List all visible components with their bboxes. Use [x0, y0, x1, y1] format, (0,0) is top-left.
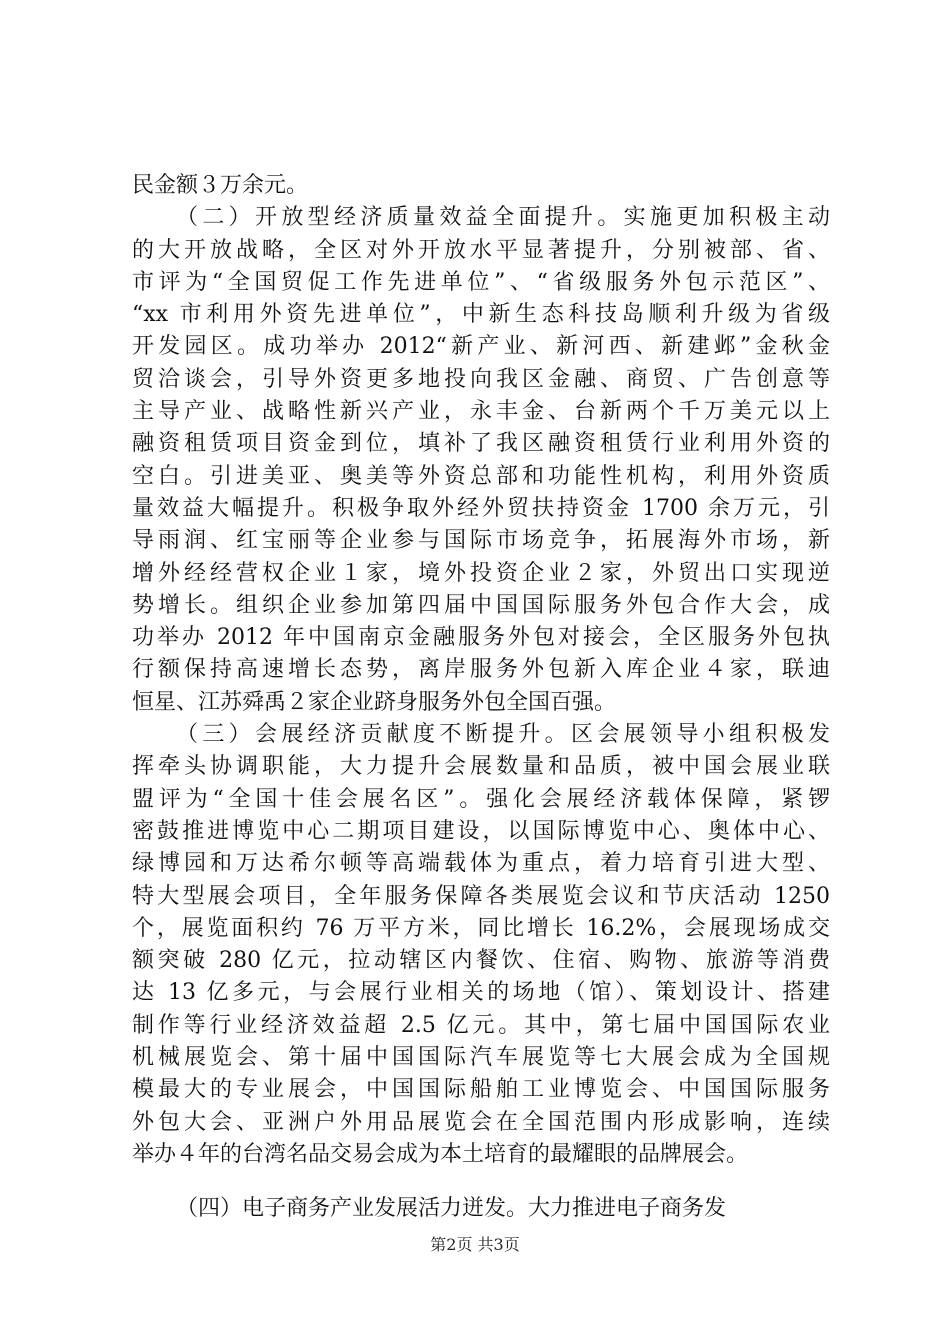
paragraph-gap: [132, 1171, 830, 1193]
text-line: 制作等行业经济效益超 2.5 亿元。其中，第七届中国国际农业: [132, 1012, 830, 1038]
text-line: 绿博园和万达希尔顿等高端载体为重点，着力培育引进大型、: [132, 851, 830, 877]
text-line: 挥牵头协调职能，大力提升会展数量和品质，被中国会展业联: [132, 754, 830, 780]
text-line: 增外经经营权企业１家，境外投资企业２家，外贸出口实现逆: [132, 560, 830, 586]
text-line: 贸洽谈会，引导外资更多地投向我区金融、商贸、广告创意等: [132, 366, 830, 392]
text-line: 模最大的专业展会，中国国际船舶工业博览会、中国国际服务: [132, 1077, 830, 1103]
text-line: 量效益大幅提升。积极争取外经外贸扶持资金 1700 余万元，引: [132, 495, 830, 521]
document-body: [132, 170, 830, 1226]
page-footer: [0, 1235, 950, 1255]
text-line: 功举办 2012 年中国南京金融服务外包对接会，全区服务外包执: [132, 625, 830, 651]
paragraph: [132, 1193, 830, 1225]
text-line: 导雨润、红宝丽等企业参与国际市场竞争，拓展海外市场，新: [132, 528, 830, 554]
text-line: 的大开放战略，全区对外开放水平显著提升，分别被部、省、: [132, 237, 830, 263]
text-line: （二）开放型经济质量效益全面提升。实施更加积极主动: [176, 205, 830, 231]
text-line: 开发园区。成功举办 2012“新产业、新河西、新建邺”金秋金: [132, 334, 830, 360]
text-line: 市评为“全国贸促工作先进单位”、“省级服务外包示范区”、: [132, 269, 830, 295]
text-line: 举办４年的台湾名品交易会成为本土培育的最耀眼的品牌展会。: [132, 1141, 749, 1167]
paragraph: [132, 202, 830, 719]
text-line: 额突破 280 亿元，拉动辖区内餐饮、住宿、购物、旅游等消费: [132, 948, 830, 974]
text-line: 盟评为“全国十佳会展名区”。强化会展经济载体保障，紧锣: [132, 786, 830, 812]
text-line: 外包大会、亚洲户外用品展览会在全国范围内形成影响，连续: [132, 1109, 830, 1135]
text-line: （三）会展经济贡献度不断提升。区会展领导小组积极发: [176, 722, 830, 748]
paragraph: [132, 719, 830, 1171]
text-line: 个，展览面积约 76 万平方米，同比增长 16.2%，会展现场成交: [132, 915, 830, 941]
page-number-label: 第2页 共3页: [430, 1235, 520, 1254]
text-line: “xx 市利用外资先进单位”，中新生态科技岛顺利升级为省级: [132, 302, 830, 328]
text-line: （四）电子商务产业发展活力迸发。大力推进电子商务发: [176, 1196, 727, 1222]
text-line: 机械展览会、第十届中国国际汽车展览等七大展会成为全国规: [132, 1045, 830, 1071]
text-line: 空白。引进美亚、奥美等外资总部和功能性机构，利用外资质: [132, 463, 830, 489]
text-line: 特大型展会项目，全年服务保障各类展览会议和节庆活动 1250: [132, 883, 830, 909]
text-line: 民金额３万余元。: [132, 173, 309, 198]
text-line: 达 13 亿多元，与会展行业相关的场地（馆）、策划设计、搭建: [132, 980, 830, 1006]
text-line: 融资租赁项目资金到位，填补了我区融资租赁行业利用外资的: [132, 431, 830, 457]
text-line: 势增长。组织企业参加第四届中国国际服务外包合作大会，成: [132, 592, 830, 618]
text-line: 密鼓推进博览中心二期项目建设，以国际博览中心、奥体中心、: [132, 818, 830, 844]
paragraph: [132, 170, 830, 202]
text-line: 行额保持高速增长态势，离岸服务外包新入库企业４家，联迪: [132, 657, 830, 683]
text-line: 主导产业、战略性新兴产业，永丰金、台新两个千万美元以上: [132, 399, 830, 425]
text-line: 恒星、江苏舜禹２家企业跻身服务外包全国百强。: [132, 689, 617, 715]
